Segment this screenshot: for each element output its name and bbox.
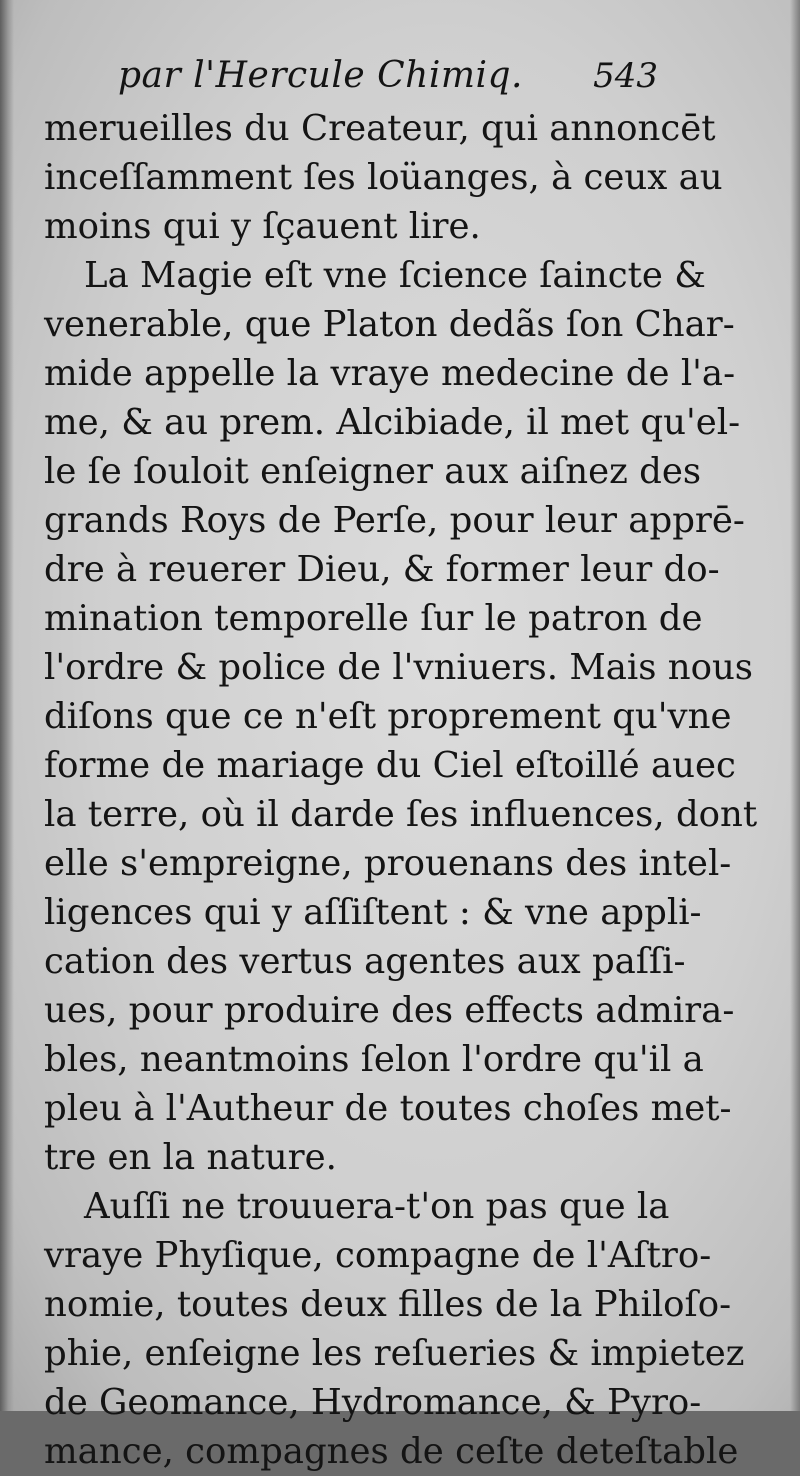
page-number: 543 (593, 56, 658, 96)
text-line: La Magie eſt vne ſcience ſaincte & (84, 255, 706, 296)
text-line: mide appelle la vraye medecine de l'a- (44, 353, 736, 394)
text-line: grands Roys de Perſe, pour leur apprē- (44, 500, 745, 541)
text-line: me, & au prem. Alcibiade, il met qu'el- (44, 402, 741, 443)
page-header (118, 50, 658, 102)
running-title: par l'Hercule Chimiq. (118, 55, 523, 96)
text-line: forme de mariage du Ciel eſtoillé auec (44, 745, 736, 786)
page-edge-shadow-right (790, 0, 800, 1411)
text-line: cation des vertus agentes aux paſſi- (44, 941, 686, 982)
text-line: ues, pour produire des effects admira- (44, 990, 735, 1031)
text-line: la terre, où il darde ſes influences, dont (44, 794, 758, 835)
text-line: mance, compagnes de ceſte deteſtable (44, 1431, 739, 1472)
text-line: vraye Phyſique, compagne de l'Aſtro- (44, 1235, 712, 1276)
text-line: diſons que ce n'eſt proprement qu'vne (44, 696, 732, 737)
text-line: mination temporelle ſur le patron de (44, 598, 703, 639)
text-line: dre à reuerer Dieu, & former leur do- (44, 549, 720, 590)
text-line: le ſe ſouloit enſeigner aux aiſnez des (44, 451, 702, 492)
text-line: venerable, que Platon dedãs ſon Char- (44, 304, 735, 345)
text-line: inceſſamment ſes loüanges, à ceux au (44, 157, 723, 198)
body-text (44, 104, 758, 1476)
text-line: pleu à l'Autheur de toutes choſes met- (44, 1088, 732, 1129)
text-line: tre en la nature. (44, 1137, 337, 1178)
page-edge-shadow-left (0, 0, 14, 1411)
text-line: de Geomance, Hydromance, & Pyro- (44, 1382, 702, 1423)
text-line: merueilles du Createur, qui annoncēt (44, 108, 716, 149)
text-line: nomie, toutes deux filles de la Philoſo- (44, 1284, 732, 1325)
text-line: Auſſi ne trouuera-t'on pas que la (84, 1186, 670, 1227)
text-line: l'ordre & police de l'vniuers. Mais nous (44, 647, 754, 688)
text-line: elle s'empreigne, prouenans des intel- (44, 843, 732, 884)
text-line: bles, neantmoins ſelon l'ordre qu'il a (44, 1039, 704, 1080)
text-line: phie, enſeigne les reſueries & impietez (44, 1333, 745, 1374)
text-line: moins qui y ſçauent lire. (44, 206, 481, 247)
text-line: ligences qui y aſſiſtent : & vne appli- (44, 892, 702, 933)
